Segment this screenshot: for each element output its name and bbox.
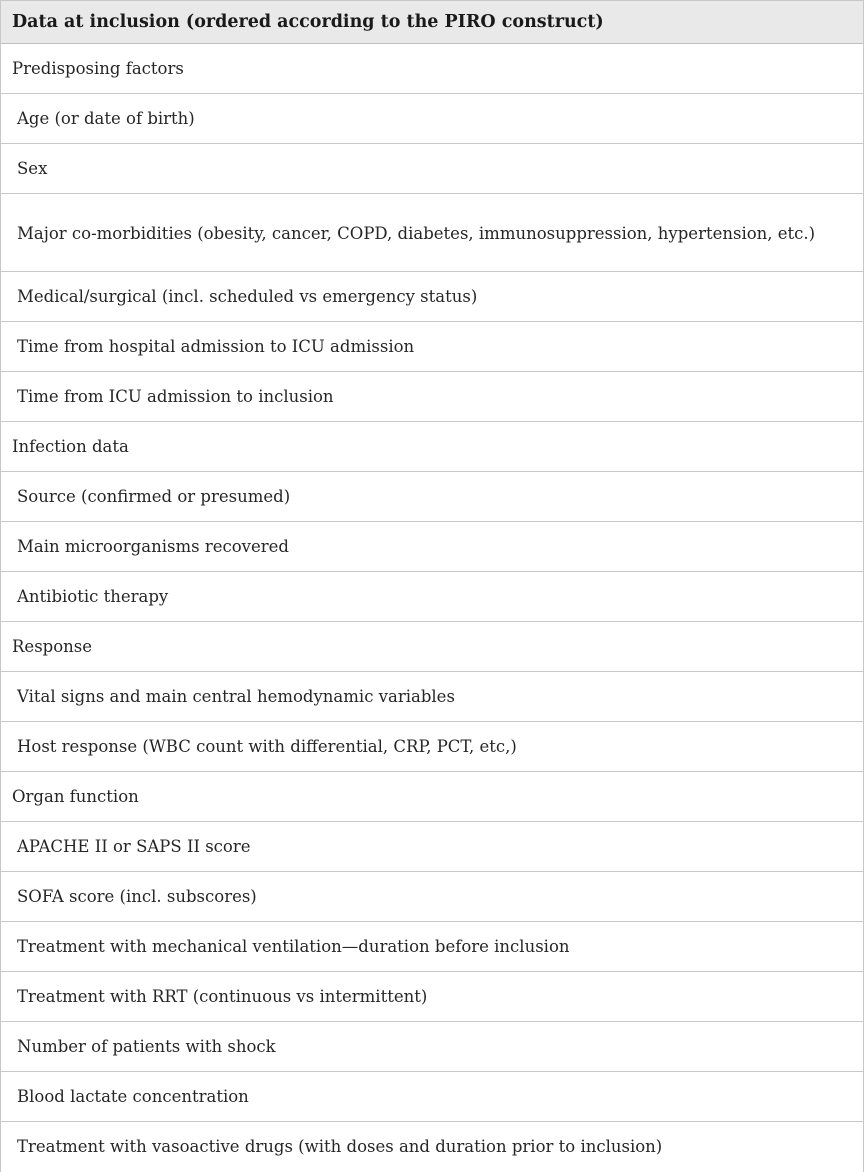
section-infection-data: Infection data — [1, 422, 863, 472]
table-row: Medical/surgical (incl. scheduled vs emergency status) — [1, 272, 863, 322]
table-row: Blood lactate concentration — [1, 1072, 863, 1122]
table-row: Sex — [1, 144, 863, 194]
table-row: Age (or date of birth) — [1, 94, 863, 144]
table-row: Major co-morbidities (obesity, cancer, COPD, diabetes, immunosuppression, hypertension, etc.) — [1, 194, 863, 272]
section-organ-function: Organ function — [1, 772, 863, 822]
table-header: Data at inclusion (ordered according to the PIRO construct) — [1, 1, 863, 44]
table-row: Treatment with vasoactive drugs (with doses and duration prior to inclusion) — [17, 1137, 663, 1156]
table-row: Main microorganisms recovered — [1, 522, 863, 572]
table-row: Host response (WBC count with differential, CRP, PCT, etc,) — [1, 722, 863, 772]
table-row: Treatment with mechanical ventilation—duration before inclusion — [1, 922, 863, 972]
table-row: Vital signs and main central hemodynamic variables — [1, 672, 863, 722]
section-predisposing-factors: Predisposing factors — [1, 44, 863, 94]
table-row: Number of patients with shock — [1, 1022, 863, 1072]
table-row: Time from ICU admission to inclusion — [1, 372, 863, 422]
table-row: Treatment with RRT (continuous vs intermittent) — [1, 972, 863, 1022]
table-row: Antibiotic therapy — [1, 572, 863, 622]
table-row: Time from hospital admission to ICU admission — [1, 322, 863, 372]
section-response: Response — [1, 622, 863, 672]
table-row: Source (confirmed or presumed) — [1, 472, 863, 522]
table-row: APACHE II or SAPS II score — [1, 822, 863, 872]
table-row: SOFA score (incl. subscores) — [1, 872, 863, 922]
